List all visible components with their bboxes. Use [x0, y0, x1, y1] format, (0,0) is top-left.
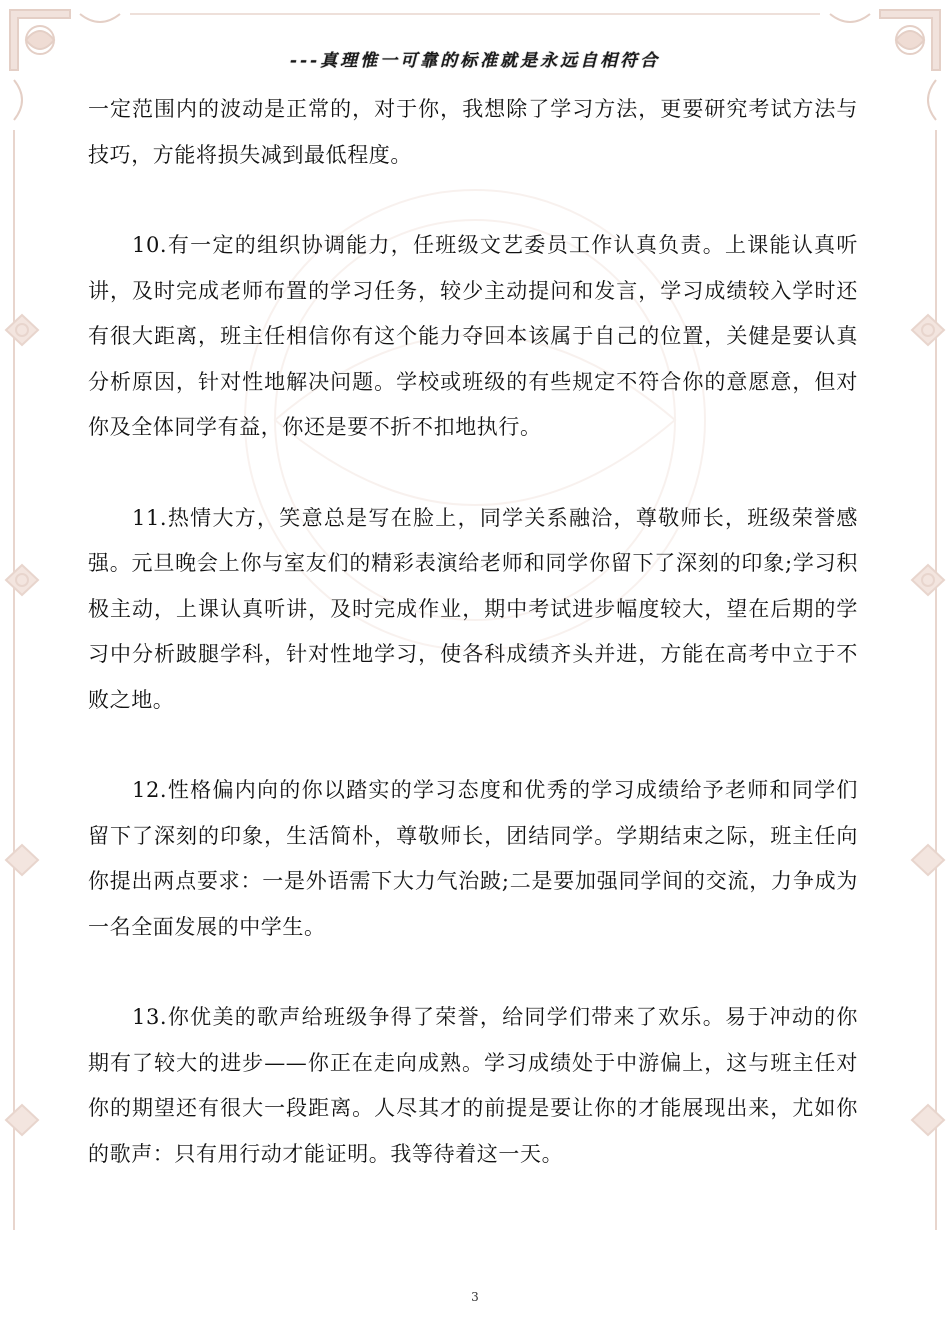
paragraph: 一定范围内的波动是正常的，对于你，我想除了学习方法，更要研究考试方法与技巧，方能将损失减到最低程度。	[88, 97, 858, 167]
side-ornament-icon	[912, 130, 944, 1230]
paragraph: 12.性格偏内向的你以踏实的学习态度和优秀的学习成绩给予老师和同学们留下了深刻的印象，生活简朴，尊敬师长，团结同学。学期结束之际，班主任向你提出两点要求：一是外语需下大力气治跛;二是要加强同学间的交流，力争成为一名全面发展的中学生。	[88, 778, 858, 939]
document-body	[88, 87, 858, 1177]
paragraph: 10.有一定的组织协调能力，任班级文艺委员工作认真负责。上课能认真听讲，及时完成老师布置的学习任务，较少主动提问和发言，学习成绩较入学时还有很大距离，班主任相信你有这个能力夺回本该属于自己的位置，关健是要认真分析原因，针对性地解决问题。学校或班级的有些规定不符合你的意愿意，但对你及全体同学有益，你还是要不折不扣地执行。	[88, 233, 858, 439]
paragraph: 13.你优美的歌声给班级争得了荣誉，给同学们带来了欢乐。易于冲动的你期有了较大的进步——你正在走向成熟。学习成绩处于中游偏上，这与班主任对你的期望还有很大一段距离。人尽其才的前提是要让你的才能展现出来，尤如你的歌声：只有用行动才能证明。我等待着这一天。	[88, 1005, 858, 1166]
header-motto: ---真理惟一可靠的标准就是永远自相符合	[289, 51, 661, 71]
page-number: 3	[471, 1290, 479, 1304]
paragraph: 11.热情大方，笑意总是写在脸上，同学关系融洽，尊敬师长，班级荣誉感强。元旦晚会上你与室友们的精彩表演给老师和同学你留下了深刻的印象;学习积极主动，上课认真听讲，及时完成作业，期中考试进步幅度较大，望在后期的学习中分析跛腿学科，针对性地学习，使各科成绩齐头并进，方能在高考中立于不败之地。	[88, 505, 858, 712]
side-ornament-icon	[6, 130, 38, 1230]
